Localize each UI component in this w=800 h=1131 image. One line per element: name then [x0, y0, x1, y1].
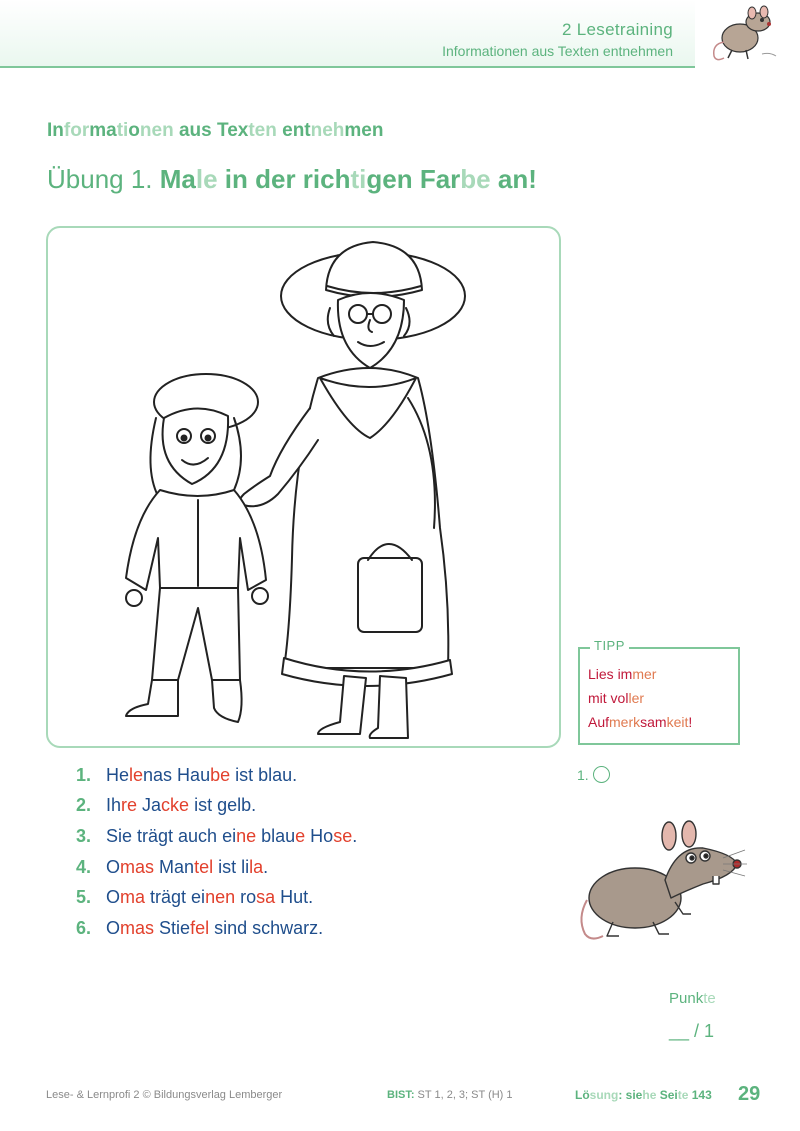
- grandmother-and-girl-illustration[interactable]: [48, 228, 561, 748]
- instruction-item: 4. Omas Mantel ist lila.: [76, 857, 269, 877]
- tip-label: TIPP: [590, 638, 629, 653]
- instruction-item: 1. Helenas Haube ist blau.: [76, 765, 298, 785]
- answer-checkbox[interactable]: [593, 766, 610, 783]
- answer-number: 1.: [577, 766, 589, 783]
- rat-icon: [702, 4, 782, 64]
- tip-line-3: Aufmerksamkeit!: [588, 714, 693, 730]
- exercise-title: Übung 1. Male in der richtigen Farbe an!: [47, 164, 537, 194]
- chapter-subtitle: Informationen aus Texten entnehmen: [442, 43, 673, 59]
- tip-line-2: mit voller: [588, 690, 645, 706]
- footer-copyright: Lese- & Lernprofi 2 © Bildungsverlag Lemberger: [46, 1089, 283, 1101]
- footer-standards: BIST: ST 1, 2, 3; ST (H) 1: [387, 1089, 513, 1101]
- coloring-picture-frame[interactable]: [46, 226, 561, 748]
- instruction-item: 6. Omas Stiefel sind schwarz.: [76, 918, 324, 938]
- header-band: [0, 0, 695, 68]
- footer-solution-reference: Lösung: siehe Seite 143: [575, 1088, 712, 1102]
- points-label: Punkte: [669, 990, 716, 1007]
- instruction-item: 3. Sie trägt auch eine blaue Hose.: [76, 826, 358, 846]
- page-number: 29: [738, 1083, 761, 1105]
- exercise-label: Übung 1.: [47, 164, 153, 194]
- instruction-item: 2. Ihre Jacke ist gelb.: [76, 795, 257, 815]
- section-title: Informationen aus Texten entnehmen: [47, 120, 384, 141]
- rat-illustration: [573, 818, 748, 948]
- instruction-item: 5. Oma trägt einen rosa Hut.: [76, 887, 314, 907]
- chapter-title: 2 Lesetraining: [562, 20, 673, 39]
- answer-marker: [577, 766, 610, 783]
- tip-line-1: Lies immer: [588, 666, 657, 682]
- points-field[interactable]: __ / 1: [669, 1021, 715, 1041]
